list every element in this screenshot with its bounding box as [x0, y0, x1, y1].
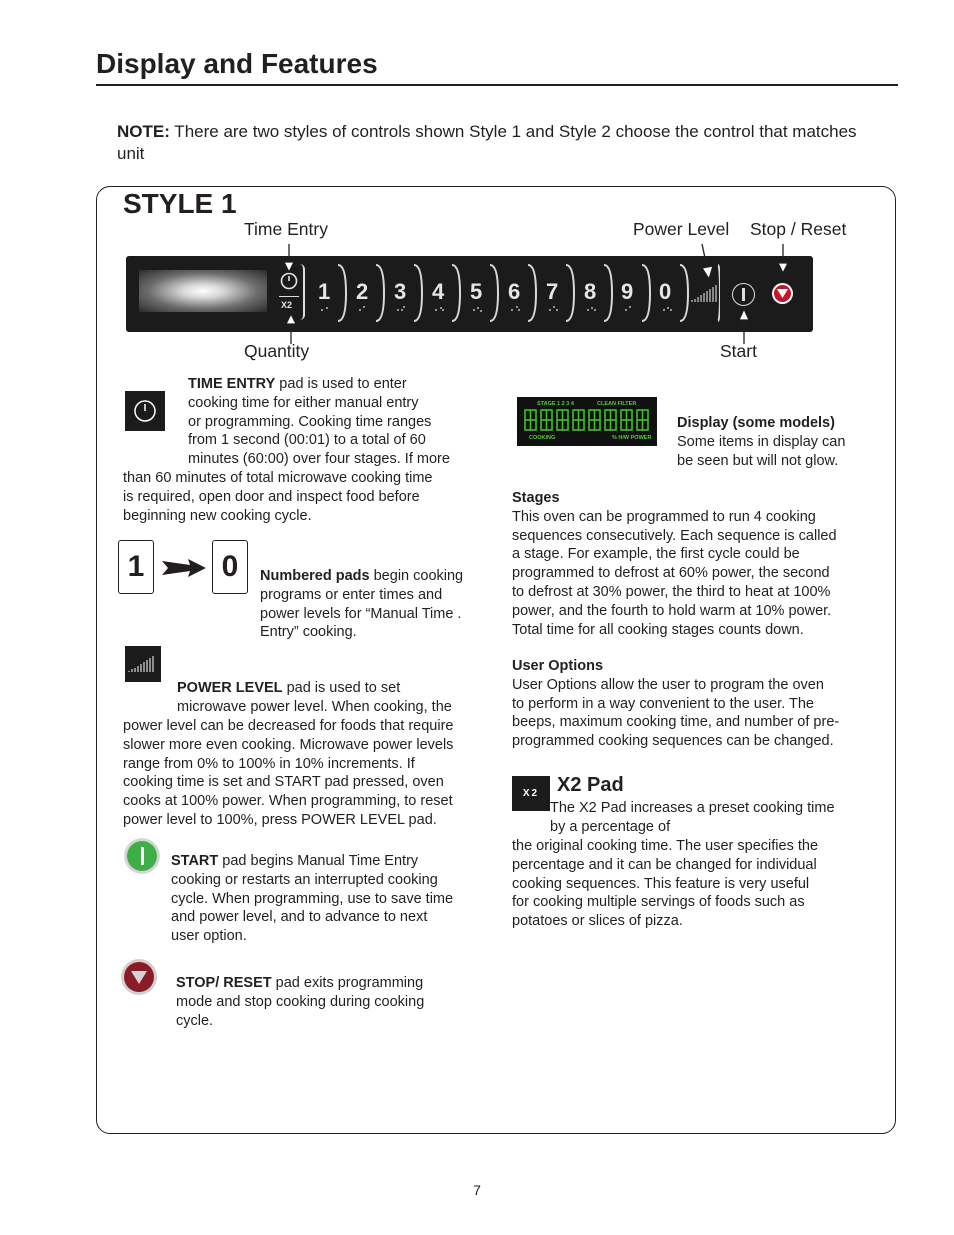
time-entry-title: TIME ENTRY: [188, 376, 276, 392]
x2-line: cooking sequences. This feature is very useful: [512, 875, 810, 892]
power-line: microwave power level. When cooking, the: [177, 698, 452, 715]
time-entry-desc-wide: [123, 469, 493, 525]
time-entry-text: pad is used to enter: [275, 376, 407, 392]
start-desc: [171, 852, 491, 946]
time-entry-line: is required, open door and inspect food before: [123, 488, 420, 505]
power-level-pad-icon: [125, 646, 161, 682]
digit-label: 1: [318, 279, 331, 304]
start-line-icon: [141, 847, 144, 865]
time-entry-line: beginning new cooking cycle.: [123, 507, 312, 524]
display-cooking: COOKING: [529, 435, 556, 441]
power-line: power level can be decreased for foods that require: [123, 718, 454, 734]
note-label: NOTE:: [117, 122, 170, 141]
x2-line: the original cooking time. The user specifies the: [512, 838, 819, 854]
start-line: cooking or restarts an interrupted cooking: [171, 871, 438, 888]
display-line: Some items in display can: [677, 433, 846, 450]
digit-label: 6: [508, 279, 521, 304]
stages-line: Total time for all cooking stages counts down.: [512, 621, 804, 638]
display-desc: [677, 414, 877, 470]
display-panel-image: [517, 397, 657, 446]
callout-power-level: Power Level: [633, 219, 730, 239]
user-options-line: beeps, maximum cooking time, and number of pre-: [512, 714, 840, 731]
stop-text: pad exits programming: [271, 975, 424, 991]
note-text: There are two styles of controls shown Style 1 and Style 2 choose the control that matches unit: [117, 122, 857, 163]
stages-line: programmed to defrost at 60% power, the second: [512, 565, 830, 582]
power-line: cooks at 100% power. When programming, to reset: [123, 793, 453, 810]
power-line: power level to 100%, press POWER LEVEL pad.: [123, 811, 437, 828]
power-level-desc-wide: [123, 717, 503, 830]
page-number: 7: [473, 1182, 481, 1198]
stop-pad-icon: [121, 959, 157, 995]
clock-icon: [125, 391, 165, 431]
callout-start: Start: [720, 341, 757, 361]
user-options-title: User Options: [512, 658, 604, 674]
stages-line: a stage. For example, the first cycle could be: [512, 546, 800, 563]
stop-desc: [176, 974, 496, 1030]
display-stage-text: STAGE 1 2 3 4: [537, 401, 574, 407]
x2-pad-icon: X2: [512, 776, 550, 811]
x2-pad[interactable]: X2: [281, 300, 293, 310]
x2-line: The X2 Pad increases a preset cooking time: [550, 800, 835, 816]
display-title: Display (some models): [677, 415, 835, 431]
x2-line: by a percentage of: [550, 818, 671, 835]
page-title: Display and Features: [96, 48, 378, 79]
time-entry-line: cooking time for either manual entry: [188, 394, 419, 411]
user-options-line: User Options allow the user to program the oven: [512, 676, 824, 693]
segment-display: [523, 408, 651, 434]
stages-line: sequences consecutively. Each sequence is called: [512, 527, 837, 544]
x2-desc: [512, 837, 882, 931]
display-line: be seen but will not glow.: [677, 452, 839, 469]
x2-line: potatoes or slices of pizza.: [512, 913, 683, 930]
numbered-pad-one-icon: 1: [118, 540, 154, 594]
digit-label: 5: [470, 279, 483, 304]
power-title: POWER LEVEL: [177, 680, 283, 696]
time-entry-line: from 1 second (00:01) to a total of 60: [188, 432, 426, 449]
time-entry-desc: [188, 375, 488, 469]
power-line: slower more even cooking. Microwave power levels: [123, 736, 454, 753]
time-entry-line: than 60 minutes of total microwave cooking time: [123, 470, 433, 486]
callout-stop-reset: Stop / Reset: [750, 219, 847, 239]
callout-arrows: [0, 0, 954, 380]
display-clean-filter: CLEAN FILTER: [597, 401, 637, 407]
signal-bars-icon: [125, 646, 161, 682]
start-line: and power level, and to advance to next: [171, 909, 428, 926]
digit-label: 8: [584, 279, 597, 304]
numbered-title: Numbered pads: [260, 568, 370, 584]
stages-line: This oven can be programmed to run 4 cooking: [512, 508, 816, 525]
power-line: cooking time is set and START pad pressed, oven: [123, 774, 444, 791]
digit-label: 2: [356, 279, 369, 304]
time-entry-line: or programming. Cooking time ranges: [188, 413, 432, 430]
stages-section: [512, 489, 882, 639]
user-options-section: [512, 657, 882, 751]
user-options-line: to perform in a way convenient to the user. The: [512, 695, 814, 712]
digit-label: 7: [546, 279, 559, 304]
start-line: cycle. When programming, use to save time: [171, 890, 454, 907]
start-title: START: [171, 853, 219, 869]
stop-triangle-icon: [130, 970, 148, 985]
stages-line: to defrost at 30% power, the third to heat at 100%: [512, 583, 831, 600]
callout-time-entry: Time Entry: [244, 219, 328, 239]
time-entry-line: minutes (60:00) over four stages. If more: [188, 451, 450, 468]
start-pad-icon: [124, 838, 160, 874]
numbered-line: power levels for “Manual Time .: [260, 605, 462, 622]
start-text: pad begins Manual Time Entry: [218, 853, 419, 869]
time-entry-pad-icon: [125, 391, 165, 431]
power-level-desc: [177, 679, 497, 717]
numbered-text: begin cooking: [369, 568, 464, 584]
stages-title: Stages: [512, 490, 560, 506]
numbered-pads-desc: [260, 567, 495, 642]
stop-title: STOP/ RESET: [176, 975, 272, 991]
style-label: STYLE 1: [123, 188, 237, 219]
digit-label: 3: [394, 279, 407, 304]
digit-label: 9: [621, 279, 634, 304]
user-options-line: programmed cooking sequences can be changed.: [512, 733, 834, 750]
numbered-pad-zero-icon: 0: [212, 540, 248, 594]
x2-line: percentage and it can be changed for individual: [512, 856, 817, 873]
stages-line: power, and the fourth to hold warm at 10% power.: [512, 602, 832, 619]
power-text: pad is used to set: [282, 680, 401, 696]
stop-line: cycle.: [176, 1012, 214, 1029]
x2-line: for cooking multiple servings of foods such as: [512, 894, 805, 911]
x2-title: X2 Pad: [557, 774, 624, 796]
digit-label: 4: [432, 279, 445, 304]
callout-quantity: Quantity: [244, 341, 310, 361]
arrow-right-icon: [160, 557, 208, 579]
start-line: user option.: [171, 928, 247, 945]
numbered-line: programs or enter times and: [260, 586, 443, 603]
digit-label: 0: [659, 279, 672, 304]
stop-line: mode and stop cooking during cooking: [176, 993, 425, 1010]
x2-desc-indented: [550, 799, 880, 837]
display-power: % H/W POWER: [612, 435, 652, 441]
power-line: range from 0% to 100% in 10% increments. If: [123, 755, 415, 772]
numbered-line: Entry” cooking.: [260, 624, 357, 641]
